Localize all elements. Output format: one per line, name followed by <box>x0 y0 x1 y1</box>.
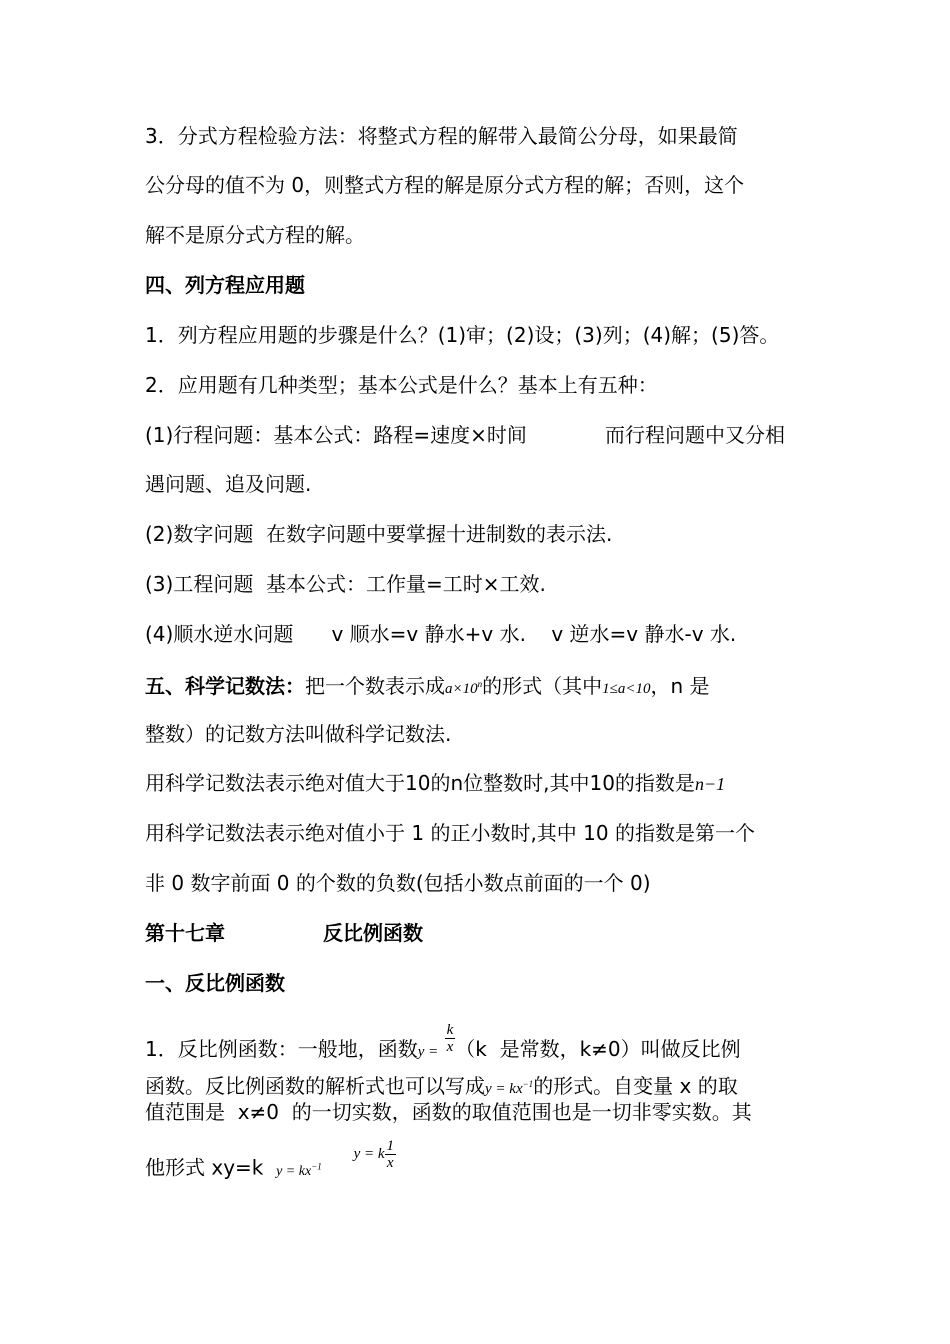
heading-word-problems: 四、列方程应用题 <box>145 273 305 297</box>
inverse-def-line4: 他形式 xy=k $y = kx^{-1}$ y = k $\frac{1}{x}$ <box>145 1137 394 1180</box>
sci-notation-line5: 非 0 数字前面 0 的个数的负数(包括小数点前面的一个 0) <box>145 871 651 895</box>
inverse-def-line2: 函数。反比例函数的解析式也可以写成$y = kx^{-1}$的形式。自变量 x 的取 <box>145 1074 738 1098</box>
inverse-def-line3: 值范围是 x≠0 的一切实数，函数的取值范围也是一切非零实数。其 <box>145 1100 752 1124</box>
formula-kx-inverse-2: $y = kx^{-1}$ <box>276 1161 322 1179</box>
travel-problem-c: 遇问题、追及问题. <box>145 472 312 496</box>
chapter-title: 反比例函数 <box>323 921 423 945</box>
formula-n-minus-1: n−1 <box>694 774 726 794</box>
steps-question: 1．列方程应用题的步骤是什么？(1)审；(2)设；(3)列；(4)解；(5)答。 <box>145 323 780 347</box>
travel-problem-a: (1)行程问题：基本公式：路程=速度×时间 <box>145 423 527 447</box>
heading-inverse-function: 一、反比例函数 <box>145 971 285 995</box>
para-check-line3: 解不是原分式方程的解。 <box>145 223 365 247</box>
formula-a-times-10n: $a\times 10^n$ <box>445 679 483 697</box>
sci-notation-line3: 用科学记数法表示绝对值大于10的n位整数时,其中10的指数是n−1 <box>145 771 726 795</box>
digit-problem: (2)数字问题 在数字问题中要掌握十进制数的表示法. <box>145 522 613 546</box>
types-question: 2．应用题有几种类型；基本公式是什么？基本上有五种： <box>145 373 658 397</box>
sci-notation-line4: 用科学记数法表示绝对值小于 1 的正小数时,其中 10 的指数是第一个 <box>145 821 755 845</box>
para-check-line2: 公分母的值不为 0，则整式方程的解是原分式方程的解；否则，这个 <box>145 173 745 197</box>
formula-k-times-1-over-x-lhs: y = k <box>353 1146 385 1163</box>
formula-k-over-x: $\frac{k}{x}$ <box>446 1022 454 1055</box>
formula-a-range: 1≤a<10 <box>602 681 651 697</box>
sci-notation-line2: 整数）的记数方法叫做科学记数法. <box>145 722 452 746</box>
sci-notation-line1 <box>145 670 710 703</box>
sci-text-b: 的形式（其中 <box>482 674 603 698</box>
sci-text-a: 把一个数表示成 <box>305 674 445 698</box>
formula-1-over-x: $\frac{1}{x}$ <box>386 1137 394 1171</box>
inverse-def-line1: 1．反比例函数：一般地，函数y = $\frac{k}{x}$ （k 是常数，k≠0）叫做反比例 <box>145 1022 741 1061</box>
para-check-line1: 3．分式方程检验方法：将整式方程的解带入最简公分母，如果最简 <box>145 124 738 148</box>
chapter-label: 第十七章 <box>145 921 225 945</box>
sci-text-c: ，n 是 <box>650 674 710 698</box>
work-problem: (3)工程问题 基本公式：工作量=工时×工效. <box>145 572 546 596</box>
travel-problem-b: 而行程问题中又分相 <box>605 423 785 447</box>
sci-notation-heading: 五、科学记数法： <box>145 674 305 698</box>
current-problem: (4)顺水逆水问题 v 顺水=v 静水+v 水. v 逆水=v 静水-v 水. <box>145 622 737 646</box>
formula-kx-inverse: $y = kx^{-1}$ <box>485 1079 534 1097</box>
